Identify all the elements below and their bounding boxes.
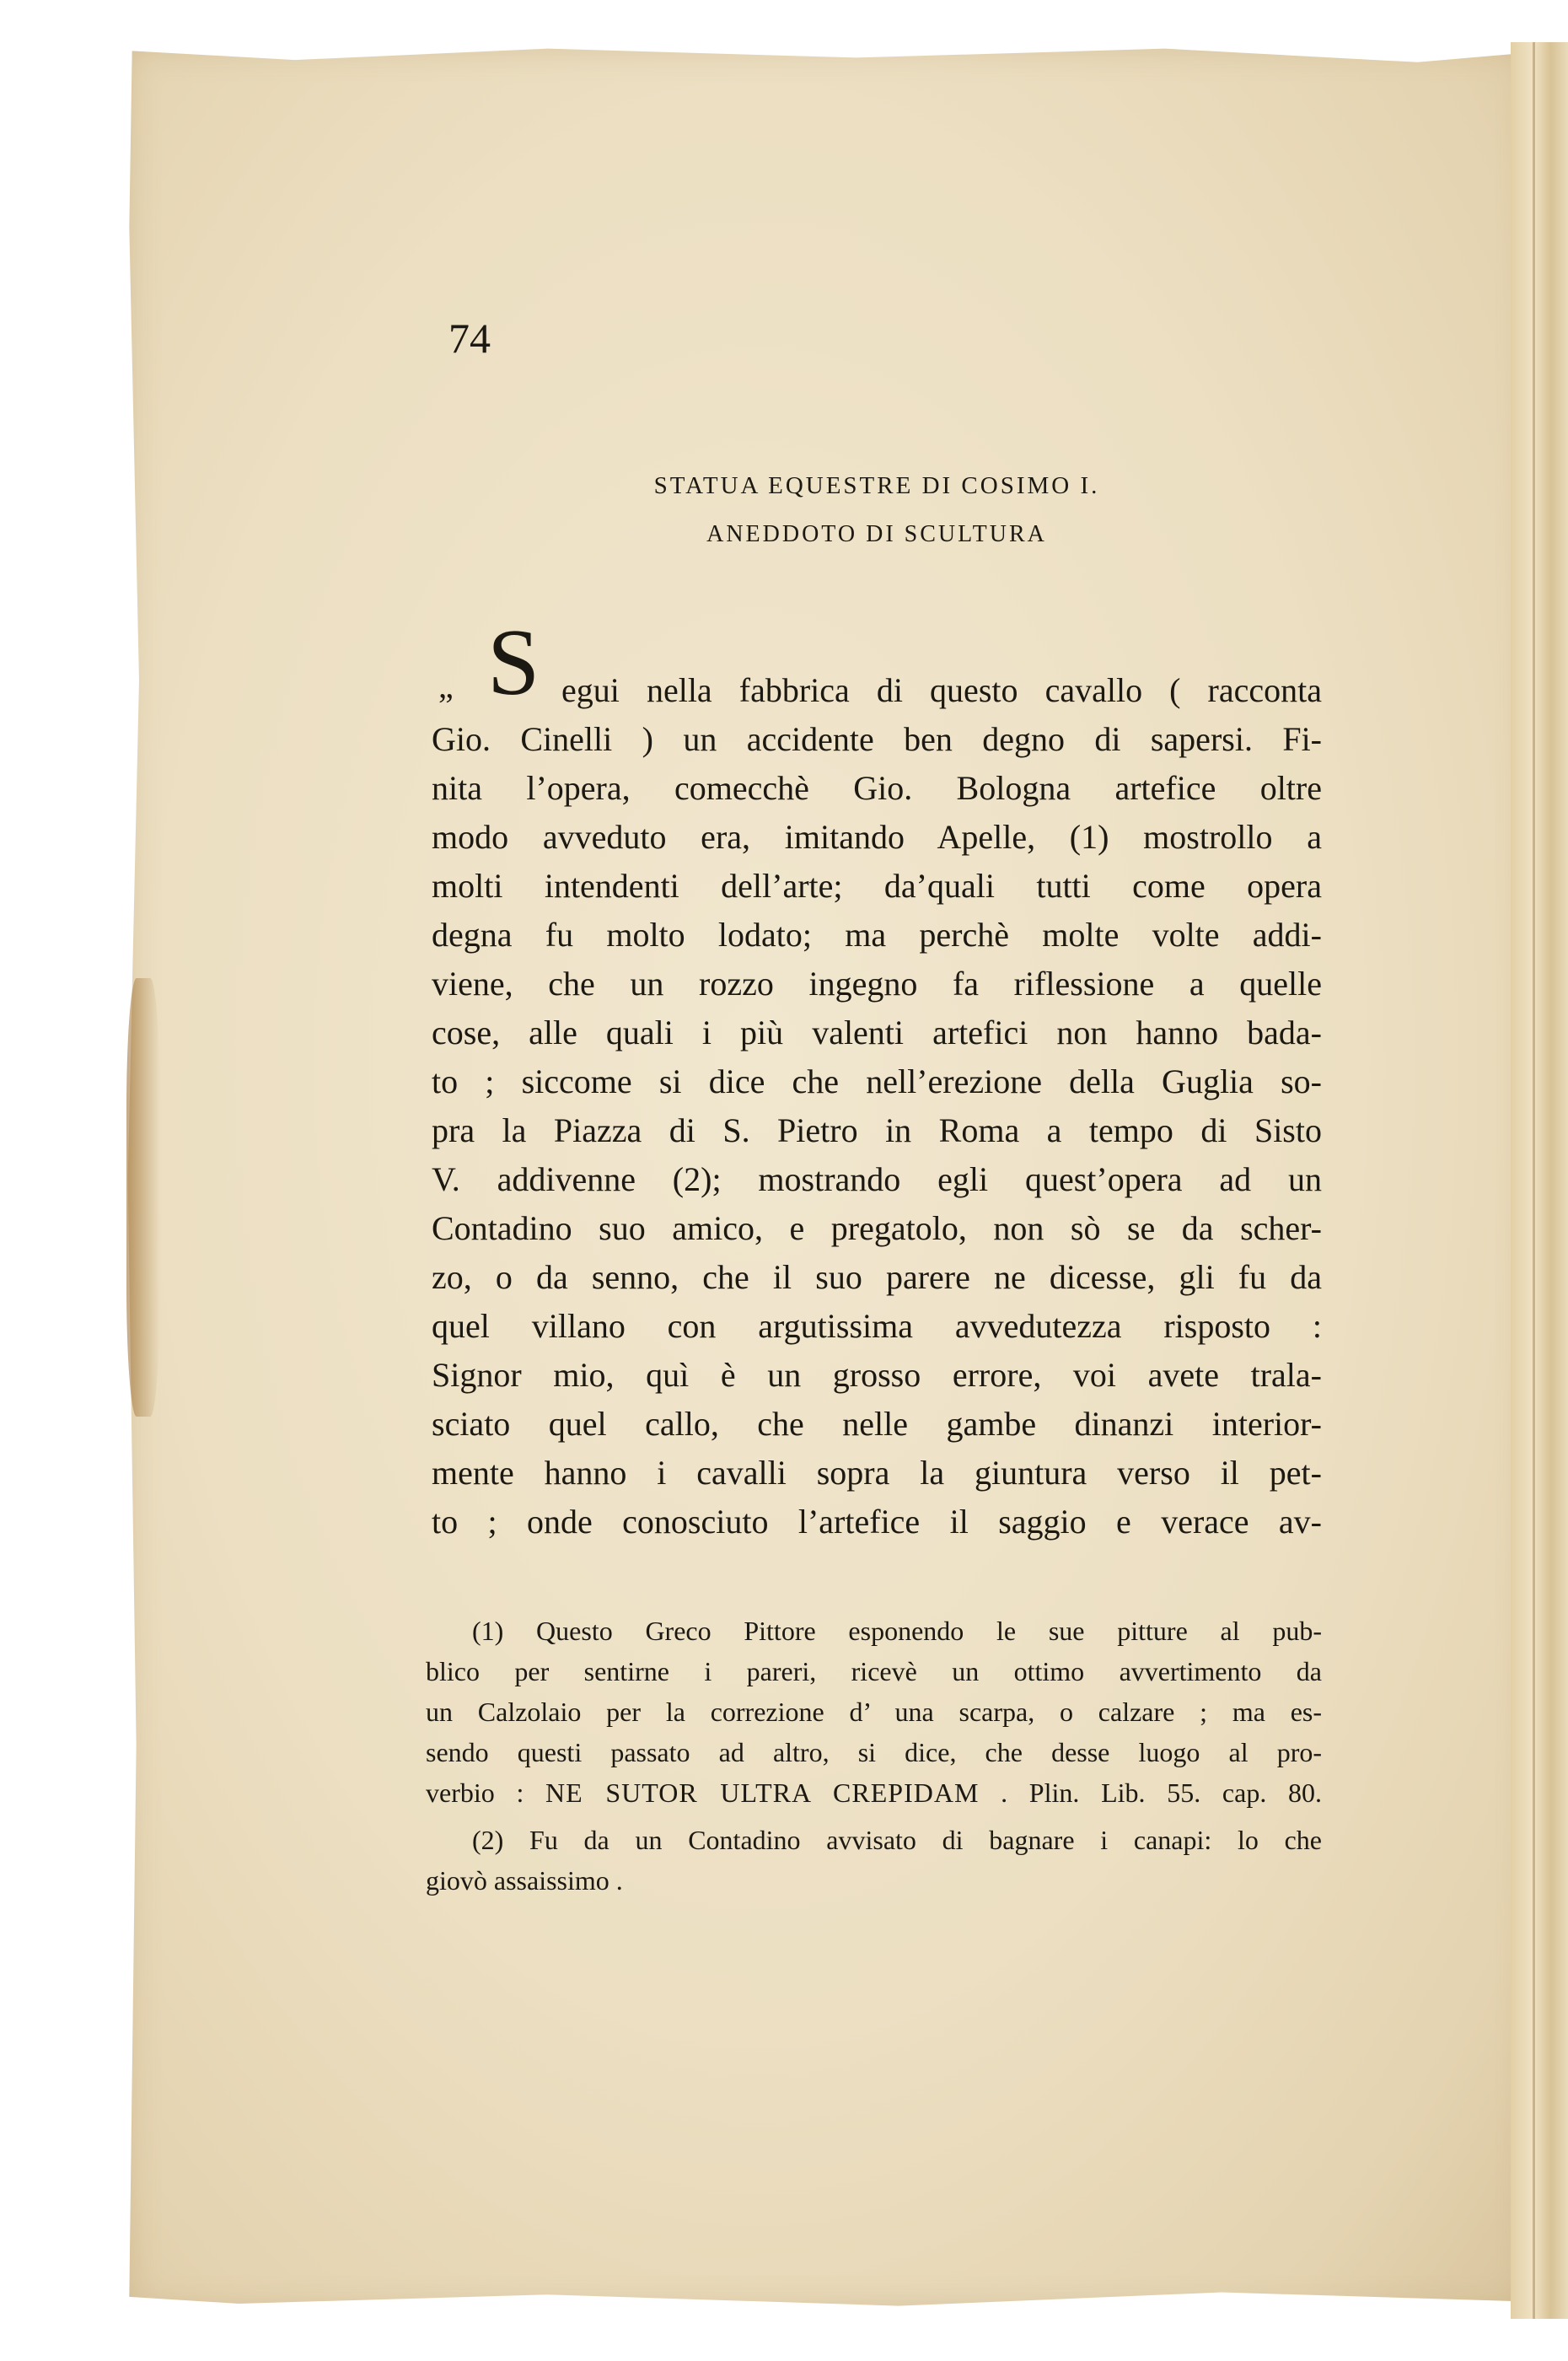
chapter-subtitle: ANEDDOTO DI SCULTURA [706,521,1047,547]
opening-quote-mark: „ [438,667,454,705]
water-stain [126,978,160,1417]
body-line: Contadino suo amico, e pregatolo, non sò se da scher- [432,1209,1322,1247]
body-line: sciato quel callo, che nelle gambe dinanzi interior- [432,1405,1322,1443]
body-line: egui nella fabbrica di questo cavallo ( racconta [561,671,1322,709]
body-line: zo, o da senno, che il suo parere ne dicesse, gli fu da [432,1258,1322,1296]
body-line: V. addivenne (2); mostrando egli quest’opera ad un [432,1160,1322,1198]
page-number: 74 [448,315,491,362]
body-line: to ; siccome si dice che nell’erezione della Guglia so- [432,1062,1322,1100]
body-line: Gio. Cinelli ) un accidente ben degno di sapersi. Fi- [432,720,1322,758]
footnote-1-motto: NE SUTOR ULTRA CREPIDAM [545,1777,980,1808]
footnote-1-last-line [426,1772,1322,1813]
footnote-1-citation: . Plin. Lib. 55. cap. 80. [979,1777,1322,1808]
body-line: pra la Piazza di S. Pietro in Roma a tempo di Sisto [432,1111,1322,1149]
drop-cap: S [487,610,540,715]
body-line: molti intendenti dell’arte; da’quali tutti come opera [432,867,1322,905]
footnote-1-line: blico per sentirne i pareri, ricevè un ottimo avvertimento da [426,1656,1322,1686]
footnote-1-line: (1) Questo Greco Pittore esponendo le sue pitture al pub- [472,1616,1322,1646]
footnote-2-line: giovò assaissimo . [426,1865,623,1896]
body-line: mente hanno i cavalli sopra la giuntura verso il pet- [432,1454,1322,1492]
body-line: viene, che un rozzo ingegno fa riflessione a quelle [432,965,1322,1003]
footnote-1-line: un Calzolaio per la correzione d’ una scarpa, o calzare ; ma es- [426,1697,1322,1727]
footnote-2-line: (2) Fu da un Contadino avvisato di bagnare i canapi: lo che [472,1825,1322,1855]
chapter-title: STATUA EQUESTRE DI COSIMO I. [653,472,1100,499]
footnote-1-prefix: verbio : [426,1777,546,1808]
body-line: modo avveduto era, imitando Apelle, (1) mostrollo a [432,818,1322,856]
body-line: to ; onde conosciuto l’artefice il saggio e verace av- [432,1503,1322,1541]
body-line: quel villano con argutissima avvedutezza risposto : [432,1307,1322,1345]
book-spine-edge [1511,42,1568,2319]
body-line: degna fu molto lodato; ma perchè molte volte addi- [432,916,1322,954]
footnote-1-line: sendo questi passato ad altro, si dice, che desse luogo al pro- [426,1737,1322,1767]
body-line: cose, alle quali i più valenti artefici non hanno bada- [432,1014,1322,1051]
body-line: nita l’opera, comecchè Gio. Bologna artefice oltre [432,769,1322,807]
spine-fold-line [1533,42,1535,2319]
body-line: Signor mio, quì è un grosso errore, voi avete trala- [432,1356,1322,1394]
